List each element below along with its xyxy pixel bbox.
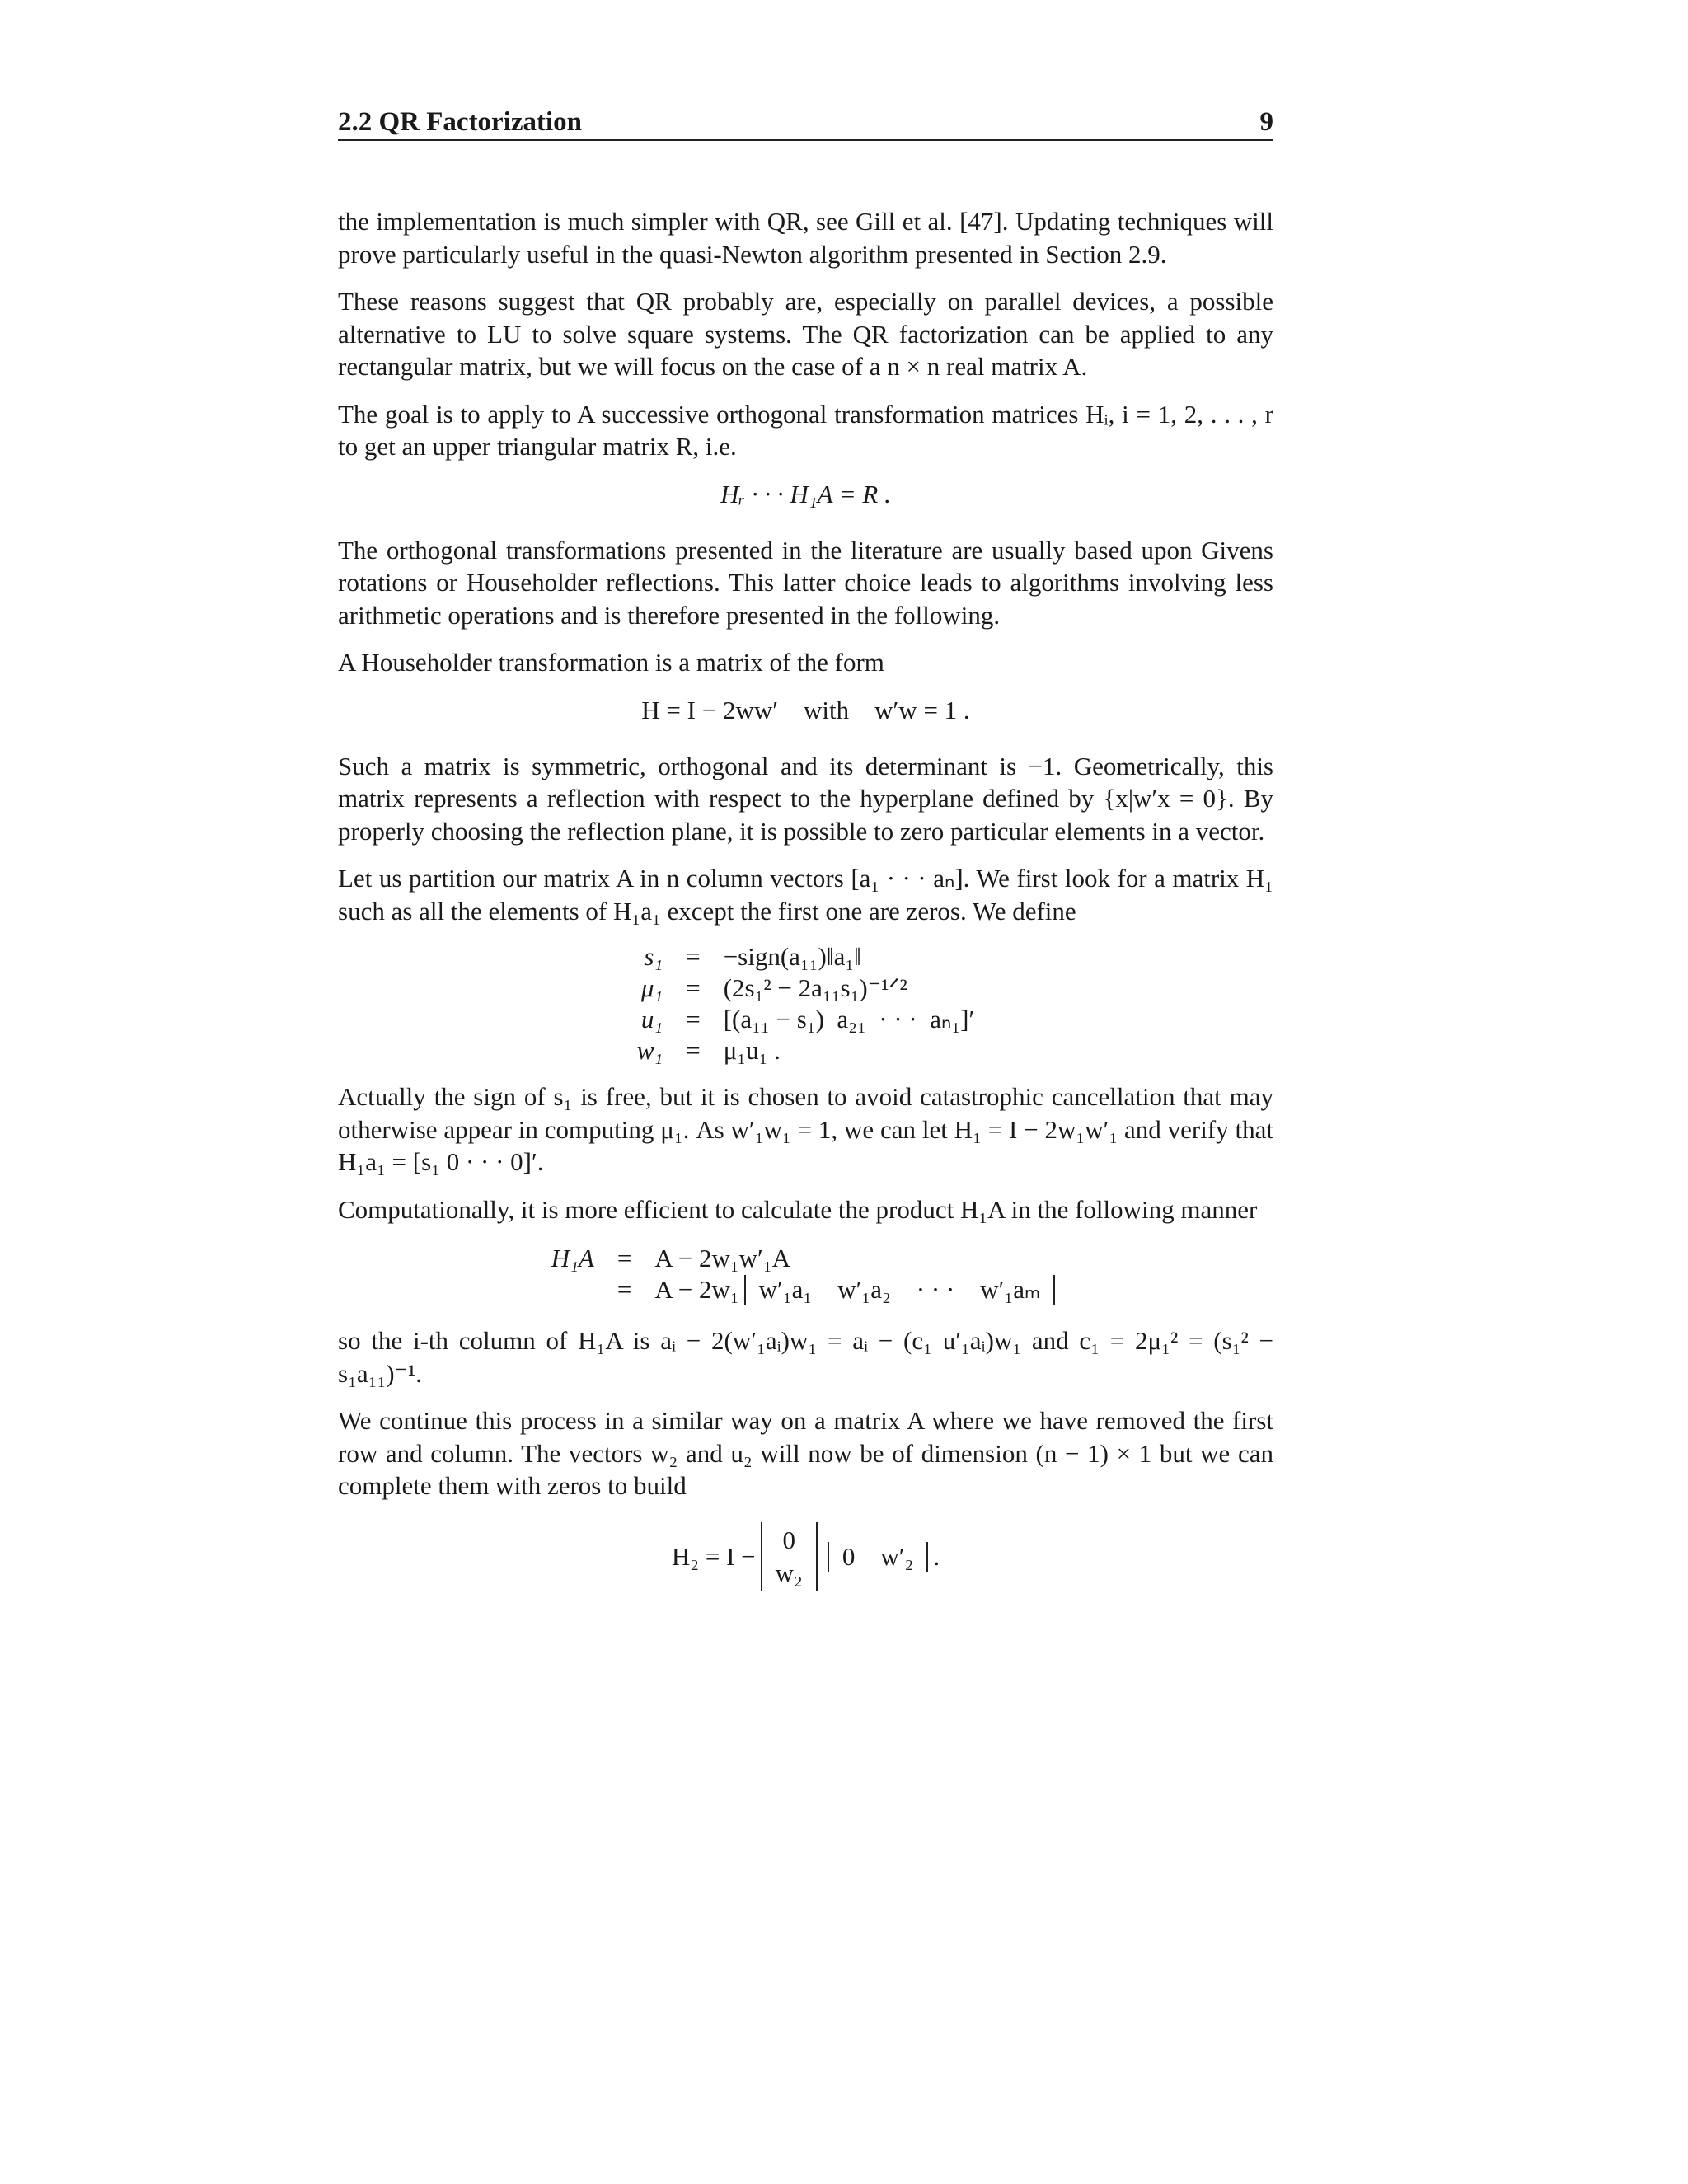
- def-rel: =: [686, 973, 701, 1002]
- section-title: 2.2 QR Factorization: [338, 107, 583, 137]
- equation-householder: H = I − 2ww′ with w′w = 1 .: [641, 695, 970, 724]
- paragraph-10: so the i-th column of H₁A is aᵢ − 2(w′₁aᵢ)w₁ = aᵢ − (c₁ u′₁aᵢ)w₁ and c₁ = 2μ₁² = (s₁² − s₁a₁₁)⁻¹.: [338, 1326, 1273, 1388]
- def-lhs-u1: u₁: [640, 1005, 663, 1033]
- def-rel: =: [686, 942, 701, 971]
- paragraph-9: Computationally, it is more efficient to calculate the product H₁A in the following manner: [338, 1194, 1258, 1224]
- page-number: 9: [1259, 107, 1273, 137]
- equation-h2: H₂ = I − 0 w₂ 0 w′₂ .: [338, 1522, 1273, 1591]
- def-rel: =: [686, 1005, 701, 1033]
- paragraph-5: A Householder transformation is a matrix of the form: [338, 648, 884, 677]
- h1a-rel: =: [617, 1275, 632, 1304]
- paragraph-4: The orthogonal transformations presented in the literature are usually based upon Givens rotations or Householder reflections. This latter choice leads to algorithms involving less arithmetic operations and is therefore presented in the following.: [338, 535, 1273, 630]
- def-lhs-mu1: μ₁: [640, 973, 663, 1002]
- paragraph-3: The goal is to apply to A successive orthogonal transformation matrices Hᵢ, i = 1, 2, . . . , r to get an upper triangular matrix R, i.e.: [338, 399, 1273, 461]
- h1a-rel: =: [617, 1244, 632, 1272]
- paragraph-6: Such a matrix is symmetric, orthogonal and its determinant is −1. Geometrically, this matrix represents a reflection with respect to the hyperplane defined by {x|w′x = 0}. By properly choosing the reflection plane, it is possible to zero particular elements in a vector.: [338, 751, 1273, 846]
- definition-block: [338, 942, 1273, 1066]
- row-vector: w′₁a₁ w′₁a₂ · · · w′₁aₘ: [744, 1275, 1056, 1305]
- h1a-rhs-expanded: A − 2w₁ w′₁a₁ w′₁a₂ · · · w′₁aₘ: [654, 1275, 1060, 1305]
- def-rel: =: [686, 1036, 701, 1065]
- def-rhs-mu1: (2s₁² − 2a₁₁s₁)⁻¹ᐟ²: [723, 973, 907, 1002]
- paragraph-8: Actually the sign of s₁ is free, but it is chosen to avoid catastrophic cancellation that may otherwise appear in computing μ₁. As w′₁w₁ = 1, we can let H₁ = I − 2w₁w′₁ and verify that H₁a₁ = [s₁ 0 · · · 0]′.: [338, 1082, 1273, 1176]
- def-rhs-s1: −sign(a₁₁)‖a₁‖: [723, 942, 861, 971]
- h1a-lhs-empty: [551, 1275, 594, 1305]
- def-rhs-w1: μ₁u₁ .: [723, 1036, 781, 1065]
- paragraph-1: the implementation is much simpler with QR, see Gill et al. [47]. Updating techniques will prove particularly useful in the quasi-Newton algorithm presented in Section 2.9.: [338, 207, 1273, 269]
- row-vector: 0 w′₂: [828, 1542, 928, 1572]
- def-lhs-w1: w₁: [636, 1036, 663, 1065]
- running-header: [338, 107, 1273, 141]
- paragraph-11: We continue this process in a similar way on a matrix A where we have removed the first row and column. The vectors w₂ and u₂ will now be of dimension (n − 1) × 1 but we can complete them with zeros to build: [338, 1406, 1273, 1500]
- h1a-derivation: [338, 1244, 1273, 1305]
- def-rhs-u1: [(a₁₁ − s₁) a₂₁ · · · aₙ₁]′: [723, 1005, 975, 1033]
- paragraph-2: These reasons suggest that QR probably are, especially on parallel devices, a possible alternative to LU to solve square systems. The QR factorization can be applied to any rectangular matrix, but we will focus on the case of a n × n real matrix A.: [338, 287, 1273, 381]
- column-vector: 0 w₂: [761, 1522, 818, 1591]
- equation-triangularization: Hᵣ · · · H₁A = R .: [720, 479, 891, 509]
- paragraph-7: Let us partition our matrix A in n column vectors [a₁ · · · aₙ]. We first look for a matrix H₁ such as all the elements of H₁a₁ except the first one are zeros. We define: [338, 864, 1273, 926]
- h1a-rhs: A − 2w₁w′₁A: [654, 1244, 791, 1272]
- def-lhs-s1: s₁: [644, 942, 663, 971]
- h1a-lhs: H₁A: [551, 1244, 594, 1272]
- document-page: [338, 107, 1273, 1616]
